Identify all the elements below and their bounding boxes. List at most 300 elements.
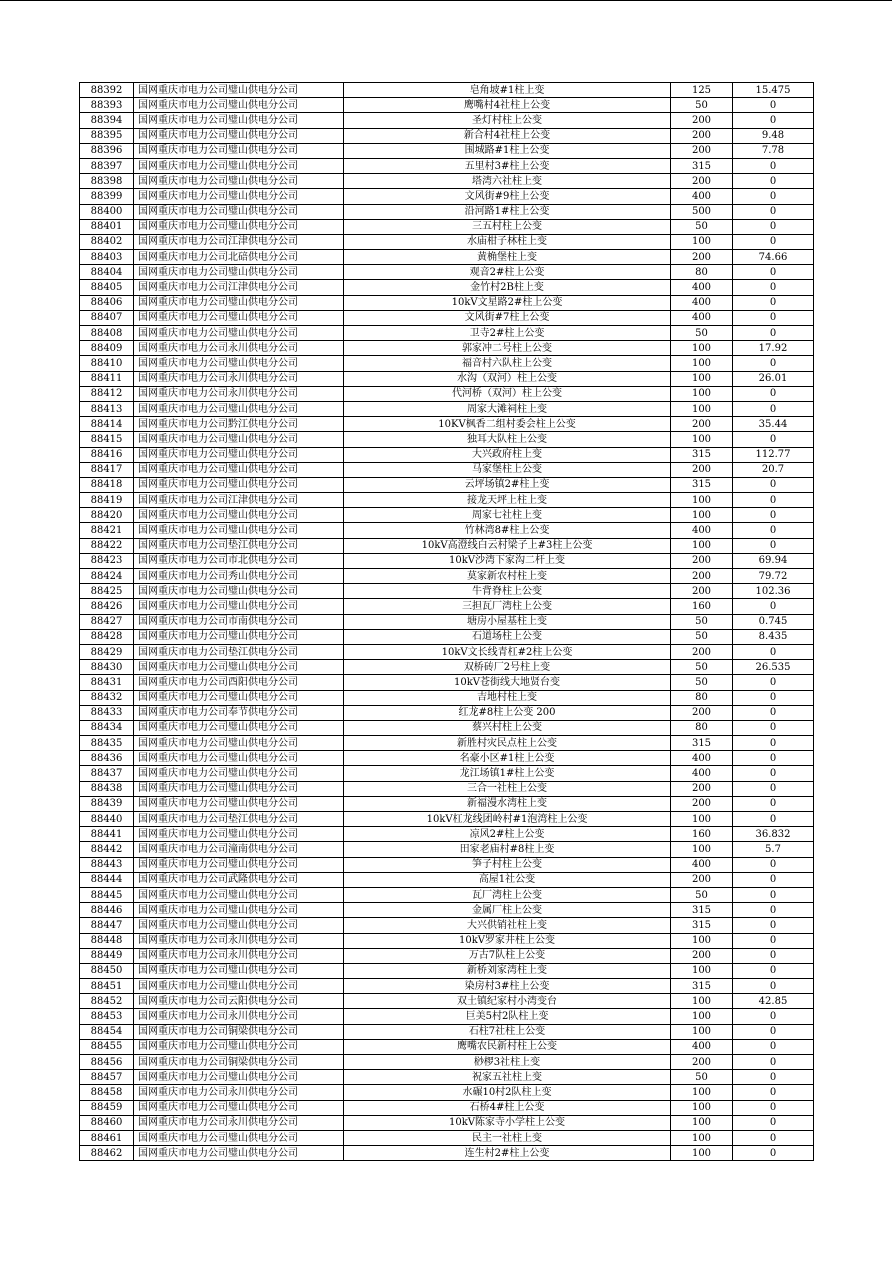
table-row — [80, 234, 814, 249]
row-id-cell: 88433 — [80, 705, 134, 720]
table-row — [80, 128, 814, 143]
capacity-cell: 400 — [671, 523, 733, 538]
value-cell: 0 — [733, 751, 814, 766]
transformer-name-cell: 红龙#8柱上公变 200 — [344, 705, 671, 720]
value-cell: 0 — [733, 705, 814, 720]
company-cell: 国网重庆市电力公司奉节供电分公司 — [134, 705, 344, 720]
capacity-cell: 400 — [671, 295, 733, 310]
table-row — [80, 675, 814, 690]
table-row — [80, 356, 814, 371]
company-cell: 国网重庆市电力公司璧山供电分公司 — [134, 401, 344, 416]
capacity-cell: 200 — [671, 584, 733, 599]
transformer-name-cell: 10kV文星路2#柱上公变 — [344, 295, 671, 310]
transformer-name-cell: 10kV苍街线大地贤台变 — [344, 675, 671, 690]
company-cell: 国网重庆市电力公司璧山供电分公司 — [134, 128, 344, 143]
company-cell: 国网重庆市电力公司璧山供电分公司 — [134, 356, 344, 371]
value-cell: 102.36 — [733, 584, 814, 599]
value-cell: 0 — [733, 310, 814, 325]
value-cell: 0 — [733, 401, 814, 416]
transformer-name-cell: 凉风2#柱上公变 — [344, 827, 671, 842]
value-cell: 0 — [733, 204, 814, 219]
value-cell: 74.66 — [733, 250, 814, 265]
value-cell: 0 — [733, 979, 814, 994]
table-row — [80, 857, 814, 872]
row-id-cell: 88394 — [80, 113, 134, 128]
table-row — [80, 690, 814, 705]
capacity-cell: 400 — [671, 310, 733, 325]
table-row — [80, 280, 814, 295]
row-id-cell: 88458 — [80, 1085, 134, 1100]
table-row — [80, 219, 814, 234]
row-id-cell: 88398 — [80, 174, 134, 189]
row-id-cell: 88420 — [80, 508, 134, 523]
transformer-name-cell: 新胜村灾民点柱上公变 — [344, 736, 671, 751]
capacity-cell: 50 — [671, 98, 733, 113]
capacity-cell: 100 — [671, 234, 733, 249]
capacity-cell: 100 — [671, 538, 733, 553]
table-row — [80, 143, 814, 158]
row-id-cell: 88441 — [80, 827, 134, 842]
table-row — [80, 538, 814, 553]
transformer-name-cell: 瓦厂湾柱上公变 — [344, 887, 671, 902]
row-id-cell: 88419 — [80, 493, 134, 508]
capacity-cell: 200 — [671, 462, 733, 477]
company-cell: 国网重庆市电力公司垫江供电分公司 — [134, 644, 344, 659]
capacity-cell: 100 — [671, 1100, 733, 1115]
row-id-cell: 88439 — [80, 796, 134, 811]
row-id-cell: 88417 — [80, 462, 134, 477]
row-id-cell: 88450 — [80, 963, 134, 978]
row-id-cell: 88454 — [80, 1024, 134, 1039]
transformer-name-cell: 10KV枫香二组村委会柱上公变 — [344, 417, 671, 432]
capacity-cell: 100 — [671, 508, 733, 523]
value-cell: 0 — [733, 523, 814, 538]
company-cell: 国网重庆市电力公司市北供电分公司 — [134, 553, 344, 568]
row-id-cell: 88432 — [80, 690, 134, 705]
capacity-cell: 100 — [671, 401, 733, 416]
row-id-cell: 88430 — [80, 660, 134, 675]
company-cell: 国网重庆市电力公司永川供电分公司 — [134, 386, 344, 401]
capacity-cell: 50 — [671, 219, 733, 234]
table-row — [80, 736, 814, 751]
company-cell: 国网重庆市电力公司璧山供电分公司 — [134, 523, 344, 538]
company-cell: 国网重庆市电力公司璧山供电分公司 — [134, 918, 344, 933]
company-cell: 国网重庆市电力公司璧山供电分公司 — [134, 736, 344, 751]
table-row — [80, 401, 814, 416]
transformer-name-cell: 染房村3#柱上公变 — [344, 979, 671, 994]
capacity-cell: 200 — [671, 948, 733, 963]
transformer-name-cell: 水沟（双河）柱上公变 — [344, 371, 671, 386]
transformer-name-cell: 鹰嘴村4社柱上公变 — [344, 98, 671, 113]
table-row — [80, 447, 814, 462]
company-cell: 国网重庆市电力公司北碚供电分公司 — [134, 250, 344, 265]
table-row — [80, 1055, 814, 1070]
value-cell: 0 — [733, 963, 814, 978]
transformer-name-cell: 金属厂柱上公变 — [344, 903, 671, 918]
row-id-cell: 88423 — [80, 553, 134, 568]
company-cell: 国网重庆市电力公司璧山供电分公司 — [134, 887, 344, 902]
value-cell: 0 — [733, 1009, 814, 1024]
value-cell: 0 — [733, 386, 814, 401]
capacity-cell: 400 — [671, 857, 733, 872]
row-id-cell: 88406 — [80, 295, 134, 310]
transformer-name-cell: 接龙天坪上柱上变 — [344, 493, 671, 508]
transformer-name-cell: 新桥刘家湾柱上变 — [344, 963, 671, 978]
value-cell: 0 — [733, 1100, 814, 1115]
capacity-cell: 200 — [671, 644, 733, 659]
company-cell: 国网重庆市电力公司永川供电分公司 — [134, 948, 344, 963]
row-id-cell: 88400 — [80, 204, 134, 219]
company-cell: 国网重庆市电力公司璧山供电分公司 — [134, 781, 344, 796]
transformer-name-cell: 吉地村柱上变 — [344, 690, 671, 705]
row-id-cell: 88412 — [80, 386, 134, 401]
capacity-cell: 400 — [671, 280, 733, 295]
company-cell: 国网重庆市电力公司酉阳供电分公司 — [134, 675, 344, 690]
capacity-cell: 50 — [671, 675, 733, 690]
table-row — [80, 371, 814, 386]
table-row — [80, 705, 814, 720]
row-id-cell: 88396 — [80, 143, 134, 158]
transformer-name-cell: 10kV文长线青杠#2柱上公变 — [344, 644, 671, 659]
table-row — [80, 599, 814, 614]
row-id-cell: 88443 — [80, 857, 134, 872]
transformer-name-cell: 塔湾六社柱上变 — [344, 174, 671, 189]
company-cell: 国网重庆市电力公司永川供电分公司 — [134, 933, 344, 948]
capacity-cell: 200 — [671, 781, 733, 796]
capacity-cell: 100 — [671, 1146, 733, 1161]
capacity-cell: 200 — [671, 143, 733, 158]
table-row — [80, 751, 814, 766]
transformer-name-cell: 名豪小区#1柱上公变 — [344, 751, 671, 766]
company-cell: 国网重庆市电力公司璧山供电分公司 — [134, 963, 344, 978]
table-row — [80, 265, 814, 280]
row-id-cell: 88456 — [80, 1055, 134, 1070]
row-id-cell: 88424 — [80, 569, 134, 584]
transformer-name-cell: 10kV高澄线白云村梁子上#3柱上公变 — [344, 538, 671, 553]
value-cell: 0 — [733, 219, 814, 234]
company-cell: 国网重庆市电力公司璧山供电分公司 — [134, 1100, 344, 1115]
row-id-cell: 88426 — [80, 599, 134, 614]
row-id-cell: 88436 — [80, 751, 134, 766]
capacity-cell: 100 — [671, 341, 733, 356]
capacity-cell: 200 — [671, 569, 733, 584]
capacity-cell: 200 — [671, 796, 733, 811]
row-id-cell: 88451 — [80, 979, 134, 994]
table-row — [80, 250, 814, 265]
table-row — [80, 326, 814, 341]
table-row — [80, 432, 814, 447]
transformer-name-cell: 围城路#1柱上公变 — [344, 143, 671, 158]
transformer-name-cell: 新合村4社柱上公变 — [344, 128, 671, 143]
value-cell: 5.7 — [733, 842, 814, 857]
transformer-name-cell: 沿河路1#柱上公变 — [344, 204, 671, 219]
table-row — [80, 310, 814, 325]
table-row — [80, 629, 814, 644]
transformer-name-cell: 双土镇纪家村小湾变台 — [344, 994, 671, 1009]
value-cell: 79.72 — [733, 569, 814, 584]
transformer-name-cell: 观音2#柱上公变 — [344, 265, 671, 280]
table-row — [80, 462, 814, 477]
table-row — [80, 158, 814, 173]
capacity-cell: 160 — [671, 599, 733, 614]
row-id-cell: 88418 — [80, 477, 134, 492]
capacity-cell: 200 — [671, 872, 733, 887]
table-row — [80, 295, 814, 310]
value-cell: 0 — [733, 644, 814, 659]
company-cell: 国网重庆市电力公司永川供电分公司 — [134, 341, 344, 356]
table-body — [80, 83, 814, 1161]
table-row — [80, 189, 814, 204]
value-cell: 26.01 — [733, 371, 814, 386]
transformer-name-cell: 周家大滩祠柱上变 — [344, 401, 671, 416]
company-cell: 国网重庆市电力公司璧山供电分公司 — [134, 1146, 344, 1161]
transformer-name-cell: 皂角坡#1柱上变 — [344, 83, 671, 98]
value-cell: 0 — [733, 1039, 814, 1054]
row-id-cell: 88408 — [80, 326, 134, 341]
row-id-cell: 88444 — [80, 872, 134, 887]
company-cell: 国网重庆市电力公司璧山供电分公司 — [134, 265, 344, 280]
table-row — [80, 83, 814, 98]
transformer-name-cell: 高屋1社公变 — [344, 872, 671, 887]
transformer-name-cell: 竹林湾8#柱上公变 — [344, 523, 671, 538]
table-row — [80, 781, 814, 796]
transformer-name-cell: 牛背脊柱上公变 — [344, 584, 671, 599]
value-cell: 0 — [733, 158, 814, 173]
capacity-cell: 100 — [671, 371, 733, 386]
transformer-name-cell: 圣灯村柱上公变 — [344, 113, 671, 128]
capacity-cell: 50 — [671, 614, 733, 629]
company-cell: 国网重庆市电力公司永川供电分公司 — [134, 371, 344, 386]
value-cell: 0 — [733, 599, 814, 614]
value-cell: 0 — [733, 280, 814, 295]
row-id-cell: 88437 — [80, 766, 134, 781]
capacity-cell: 400 — [671, 189, 733, 204]
value-cell: 35.44 — [733, 417, 814, 432]
row-id-cell: 88415 — [80, 432, 134, 447]
row-id-cell: 88425 — [80, 584, 134, 599]
company-cell: 国网重庆市电力公司市南供电分公司 — [134, 614, 344, 629]
table-row — [80, 812, 814, 827]
transformer-name-cell: 五里村3#柱上公变 — [344, 158, 671, 173]
capacity-cell: 160 — [671, 827, 733, 842]
company-cell: 国网重庆市电力公司璧山供电分公司 — [134, 158, 344, 173]
company-cell: 国网重庆市电力公司璧山供电分公司 — [134, 827, 344, 842]
table-row — [80, 994, 814, 1009]
company-cell: 国网重庆市电力公司江津供电分公司 — [134, 493, 344, 508]
table-row — [80, 948, 814, 963]
transformer-name-cell: 云坪场镇2#柱上变 — [344, 477, 671, 492]
table-row — [80, 1085, 814, 1100]
row-id-cell: 88446 — [80, 903, 134, 918]
row-id-cell: 88452 — [80, 994, 134, 1009]
row-id-cell: 88399 — [80, 189, 134, 204]
value-cell: 0 — [733, 356, 814, 371]
value-cell: 26.535 — [733, 660, 814, 675]
table-row — [80, 1039, 814, 1054]
transformer-name-cell: 独耳大队柱上公变 — [344, 432, 671, 447]
capacity-cell: 100 — [671, 1130, 733, 1145]
table-row — [80, 796, 814, 811]
row-id-cell: 88462 — [80, 1146, 134, 1161]
transformer-name-cell: 新福漫水湾柱上变 — [344, 796, 671, 811]
row-id-cell: 88438 — [80, 781, 134, 796]
capacity-cell: 315 — [671, 736, 733, 751]
capacity-cell: 80 — [671, 265, 733, 280]
transformer-name-cell: 桫椤3社柱上变 — [344, 1055, 671, 1070]
company-cell: 国网重庆市电力公司璧山供电分公司 — [134, 979, 344, 994]
capacity-cell: 315 — [671, 447, 733, 462]
value-cell: 0 — [733, 508, 814, 523]
transformer-name-cell: 文风街#7柱上公变 — [344, 310, 671, 325]
transformer-name-cell: 黄桷堡柱上变 — [344, 250, 671, 265]
row-id-cell: 88422 — [80, 538, 134, 553]
transformer-name-cell: 金竹村2B柱上变 — [344, 280, 671, 295]
row-id-cell: 88448 — [80, 933, 134, 948]
value-cell: 36.832 — [733, 827, 814, 842]
capacity-cell: 125 — [671, 83, 733, 98]
company-cell: 国网重庆市电力公司垫江供电分公司 — [134, 812, 344, 827]
company-cell: 国网重庆市电力公司璧山供电分公司 — [134, 204, 344, 219]
value-cell: 0.745 — [733, 614, 814, 629]
row-id-cell: 88402 — [80, 234, 134, 249]
row-id-cell: 88409 — [80, 341, 134, 356]
company-cell: 国网重庆市电力公司璧山供电分公司 — [134, 1039, 344, 1054]
table-row — [80, 1009, 814, 1024]
row-id-cell: 88404 — [80, 265, 134, 280]
row-id-cell: 88434 — [80, 720, 134, 735]
company-cell: 国网重庆市电力公司璧山供电分公司 — [134, 1130, 344, 1145]
value-cell: 8.435 — [733, 629, 814, 644]
table-row — [80, 720, 814, 735]
value-cell: 0 — [733, 675, 814, 690]
capacity-cell: 100 — [671, 493, 733, 508]
capacity-cell: 315 — [671, 979, 733, 994]
table-row — [80, 523, 814, 538]
company-cell: 国网重庆市电力公司璧山供电分公司 — [134, 751, 344, 766]
company-cell: 国网重庆市电力公司潼南供电分公司 — [134, 842, 344, 857]
company-cell: 国网重庆市电力公司璧山供电分公司 — [134, 796, 344, 811]
company-cell: 国网重庆市电力公司永川供电分公司 — [134, 1009, 344, 1024]
capacity-cell: 50 — [671, 629, 733, 644]
transformer-name-cell: 巨美5村2队柱上变 — [344, 1009, 671, 1024]
transformer-name-cell: 水碾10村2队柱上变 — [344, 1085, 671, 1100]
capacity-cell: 200 — [671, 417, 733, 432]
table-row — [80, 963, 814, 978]
company-cell: 国网重庆市电力公司璧山供电分公司 — [134, 83, 344, 98]
transformer-name-cell: 三五村柱上公变 — [344, 219, 671, 234]
transformer-name-cell: 大兴供销社柱上变 — [344, 918, 671, 933]
transformer-name-cell: 水庙柑子林柱上变 — [344, 234, 671, 249]
row-id-cell: 88421 — [80, 523, 134, 538]
transformer-name-cell: 民主一社柱上变 — [344, 1130, 671, 1145]
company-cell: 国网重庆市电力公司璧山供电分公司 — [134, 143, 344, 158]
capacity-cell: 315 — [671, 158, 733, 173]
transformer-name-cell: 卫寺2#柱上公变 — [344, 326, 671, 341]
value-cell: 0 — [733, 326, 814, 341]
company-cell: 国网重庆市电力公司璧山供电分公司 — [134, 660, 344, 675]
row-id-cell: 88435 — [80, 736, 134, 751]
company-cell: 国网重庆市电力公司璧山供电分公司 — [134, 310, 344, 325]
value-cell: 0 — [733, 857, 814, 872]
row-id-cell: 88440 — [80, 812, 134, 827]
row-id-cell: 88407 — [80, 310, 134, 325]
table-row — [80, 660, 814, 675]
table-row — [80, 1100, 814, 1115]
company-cell: 国网重庆市电力公司云阳供电分公司 — [134, 994, 344, 1009]
value-cell: 0 — [733, 234, 814, 249]
row-id-cell: 88449 — [80, 948, 134, 963]
table-row — [80, 842, 814, 857]
company-cell: 国网重庆市电力公司永川供电分公司 — [134, 1115, 344, 1130]
company-cell: 国网重庆市电力公司秀山供电分公司 — [134, 569, 344, 584]
capacity-cell: 100 — [671, 1009, 733, 1024]
capacity-cell: 200 — [671, 553, 733, 568]
transformer-name-cell: 10kV杠龙线团岭村#1泡湾柱上公变 — [344, 812, 671, 827]
table-row — [80, 1024, 814, 1039]
company-cell: 国网重庆市电力公司璧山供电分公司 — [134, 1070, 344, 1085]
table-row — [80, 887, 814, 902]
value-cell: 0 — [733, 1055, 814, 1070]
value-cell: 0 — [733, 1070, 814, 1085]
transformer-name-cell: 福音村六队柱上公变 — [344, 356, 671, 371]
value-cell: 0 — [733, 887, 814, 902]
table-row — [80, 113, 814, 128]
transformer-name-cell: 石桥4#柱上公变 — [344, 1100, 671, 1115]
transformer-name-cell: 10kV陈家寺小学柱上公变 — [344, 1115, 671, 1130]
transformer-name-cell: 三担瓦厂湾柱上公变 — [344, 599, 671, 614]
value-cell: 0 — [733, 98, 814, 113]
row-id-cell: 88401 — [80, 219, 134, 234]
value-cell: 15.475 — [733, 83, 814, 98]
transformer-name-cell: 连生村2#柱上公变 — [344, 1146, 671, 1161]
table-row — [80, 766, 814, 781]
value-cell: 0 — [733, 1146, 814, 1161]
value-cell: 0 — [733, 477, 814, 492]
capacity-cell: 315 — [671, 477, 733, 492]
table-row — [80, 933, 814, 948]
row-id-cell: 88460 — [80, 1115, 134, 1130]
row-id-cell: 88405 — [80, 280, 134, 295]
transformer-name-cell: 笋子村柱上公变 — [344, 857, 671, 872]
value-cell: 17.92 — [733, 341, 814, 356]
value-cell: 0 — [733, 812, 814, 827]
row-id-cell: 88459 — [80, 1100, 134, 1115]
capacity-cell: 200 — [671, 128, 733, 143]
capacity-cell: 100 — [671, 933, 733, 948]
transformer-name-cell: 石柱7社柱上公变 — [344, 1024, 671, 1039]
table-row — [80, 827, 814, 842]
company-cell: 国网重庆市电力公司璧山供电分公司 — [134, 189, 344, 204]
capacity-cell: 315 — [671, 918, 733, 933]
value-cell: 0 — [733, 113, 814, 128]
value-cell: 0 — [733, 933, 814, 948]
company-cell: 国网重庆市电力公司璧山供电分公司 — [134, 113, 344, 128]
transformer-name-cell: 马家堡柱上公变 — [344, 462, 671, 477]
value-cell: 0 — [733, 1115, 814, 1130]
value-cell: 0 — [733, 690, 814, 705]
row-id-cell: 88410 — [80, 356, 134, 371]
capacity-cell: 200 — [671, 705, 733, 720]
value-cell: 0 — [733, 903, 814, 918]
row-id-cell: 88445 — [80, 887, 134, 902]
row-id-cell: 88428 — [80, 629, 134, 644]
table-row — [80, 918, 814, 933]
transformer-name-cell: 莫家新农村柱上变 — [344, 569, 671, 584]
table-row — [80, 493, 814, 508]
table-row — [80, 341, 814, 356]
value-cell: 0 — [733, 781, 814, 796]
company-cell: 国网重庆市电力公司璧山供电分公司 — [134, 720, 344, 735]
